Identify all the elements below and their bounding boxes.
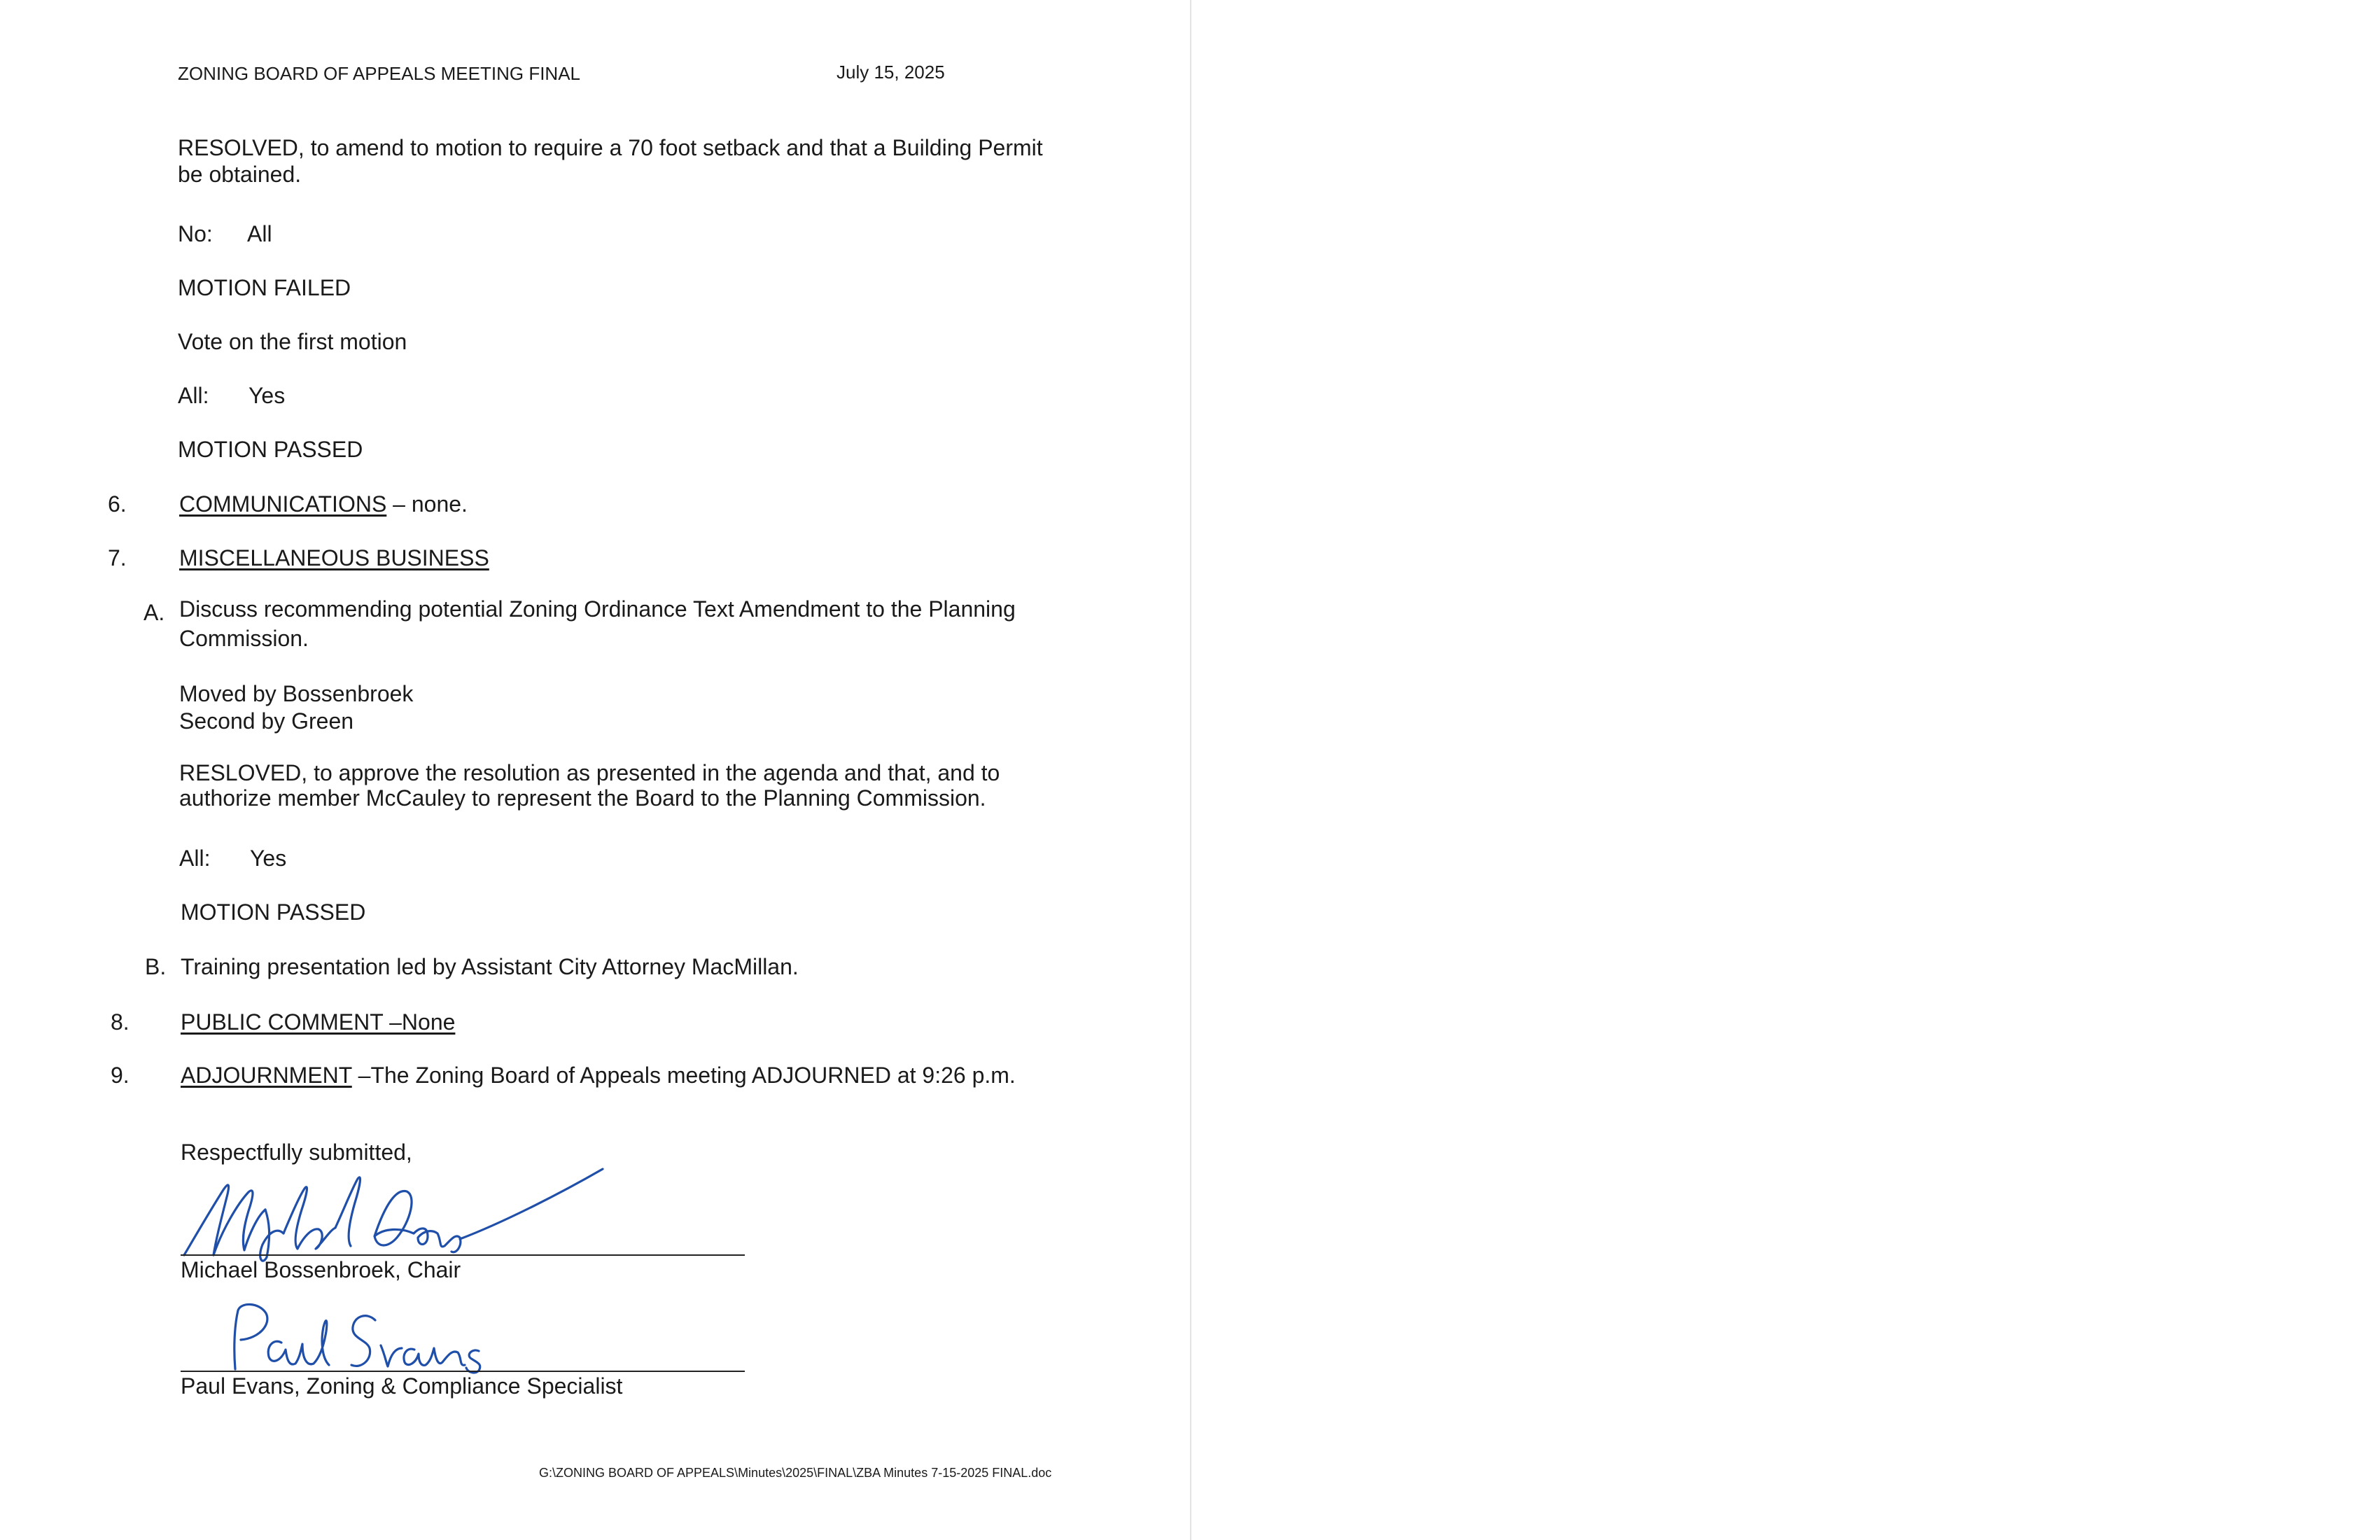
item-9-suffix: –The Zoning Board of Appeals meeting ADJOURNED at 9:26 p.m. [351,1063,1016,1088]
vote-1-value: All [247,221,272,246]
item-6-suffix: – none. [386,491,468,517]
misc-resolution-line-2: authorize member McCauley to represent the Board to the Planning Commission. [179,785,986,811]
first-motion-text: Vote on the first motion [178,329,407,354]
misc-b-letter: B. [145,954,167,979]
misc-a-text [179,595,1103,652]
misc-resolution-line-1: RESLOVED, to approve the resolution as presented in the agenda and that, and to [179,760,1000,785]
misc-resolution [179,759,1103,812]
misc-vote-label: All: [179,846,211,871]
item-7-heading: MISCELLANEOUS BUSINESS [179,545,489,570]
signature-michael-bossenbroek [178,1161,612,1266]
motion-passed-result: MOTION PASSED [178,437,363,462]
item-9-line [181,1061,1016,1089]
moved-by: Moved by Bossenbroek [179,681,414,706]
vote-1-label: No: [178,221,213,246]
document-header-date: July 15, 2025 [836,62,945,83]
item-6-heading: COMMUNICATIONS [179,491,387,517]
misc-motion-passed: MOTION PASSED [181,899,366,925]
document-header-title: ZONING BOARD OF APPEALS MEETING FINAL [178,63,580,84]
signer-2-name: Paul Evans, Zoning & Compliance Specialist [181,1373,623,1399]
amend-resolution-line-1: RESOLVED, to amend to motion to require a 70 foot setback and that a Building Permit [178,135,1043,160]
respectfully-submitted: Respectfully submitted, [181,1140,412,1165]
item-8-number: 8. [111,1009,130,1035]
item-9-number: 9. [111,1063,130,1088]
signer-1-name: Michael Bossenbroek, Chair [181,1257,461,1282]
amend-resolution [178,134,1102,188]
item-6-line [179,490,468,518]
vote-2-label: All: [178,383,209,408]
item-9-heading: ADJOURNMENT [181,1063,352,1088]
second-by: Second by Green [179,708,354,734]
motion-failed-result: MOTION FAILED [178,275,351,300]
misc-a-letter: A. [144,600,165,625]
misc-a-text-line-2: Commission. [179,626,309,651]
vote-2-value: Yes [248,383,286,408]
item-8-heading: PUBLIC COMMENT –None [181,1009,456,1035]
item-7-number: 7. [108,545,127,570]
misc-b-text: Training presentation led by Assistant City Attorney MacMillan. [181,954,799,979]
file-path-footer: G:\ZONING BOARD OF APPEALS\Minutes\2025\FINAL\ZBA Minutes 7-15-2025 FINAL.doc [539,1466,1052,1480]
signature-paul-evans [217,1299,497,1376]
item-6-number: 6. [108,491,127,517]
misc-a-text-line-1: Discuss recommending potential Zoning Ordinance Text Amendment to the Planning [179,596,1016,622]
amend-resolution-line-2: be obtained. [178,162,302,187]
misc-vote-value: Yes [250,846,287,871]
